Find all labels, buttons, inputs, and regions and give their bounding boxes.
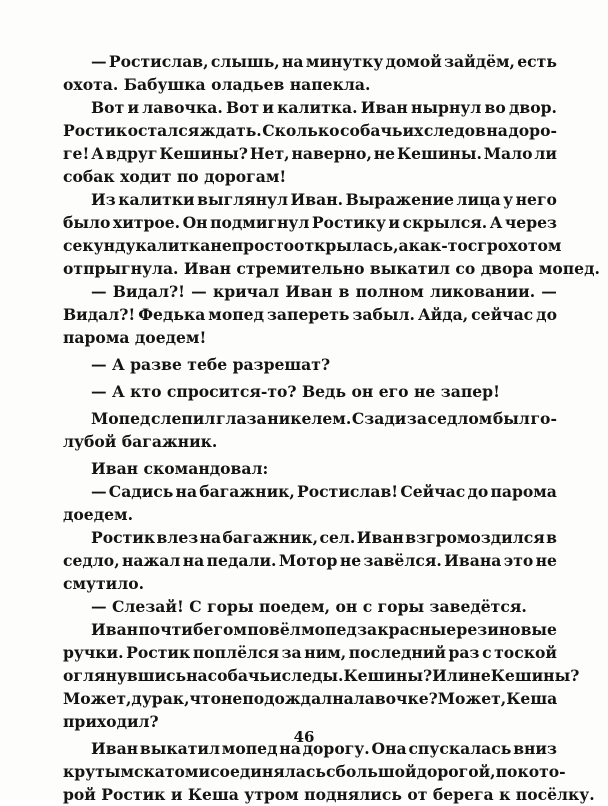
word: красные (377, 620, 457, 639)
word: Мотор (278, 551, 338, 570)
word: слышь, (210, 52, 280, 71)
word: Вот (225, 98, 260, 117)
word: Он (182, 213, 208, 232)
word: крутым (63, 762, 134, 781)
word: остался (127, 121, 200, 140)
word: го- (530, 409, 557, 428)
word: запереть (266, 305, 350, 324)
word: мопед (208, 305, 264, 324)
word: на (199, 528, 222, 547)
word: забыл. (352, 305, 415, 324)
word: подождал (242, 689, 333, 708)
word: открылась, (294, 236, 399, 255)
word: Из (91, 190, 116, 209)
word: ли (534, 144, 557, 163)
word: наверно, (291, 144, 372, 163)
word: дурак, (131, 689, 190, 708)
text-line: лубой багажник. (63, 432, 218, 451)
word: было (63, 213, 111, 232)
word: что (189, 689, 221, 708)
text-line (63, 664, 580, 687)
word: спускалась (408, 739, 512, 758)
word: не (373, 144, 396, 163)
word: А (489, 213, 503, 232)
word: Видал?! (63, 305, 136, 324)
word: по (495, 762, 518, 781)
word: калитки (118, 190, 195, 209)
word: мопед (221, 739, 278, 758)
word: не (339, 551, 362, 570)
word: хитрое. (112, 213, 181, 232)
text-line (63, 687, 557, 710)
text-line (63, 618, 557, 641)
word: кото- (517, 762, 566, 781)
text-line (63, 188, 557, 211)
page-number: 46 (293, 728, 315, 746)
word: Айда, (417, 305, 469, 324)
word: Иван (285, 282, 333, 301)
word: Иван (356, 528, 404, 547)
word: поплёлся (192, 643, 279, 662)
word: до (467, 482, 489, 501)
word: Или (432, 666, 470, 685)
word: Федька (138, 305, 206, 324)
word: на (279, 739, 301, 758)
text-line: — А кто спросится-то? Ведь он его не запер! (91, 382, 500, 401)
text-line (63, 234, 562, 257)
word: оглянувшись (63, 666, 187, 685)
word: повёл (247, 620, 301, 639)
text-line (63, 50, 557, 73)
word: влез (156, 528, 199, 547)
word: через (504, 213, 557, 232)
word: Кешины. (396, 144, 482, 163)
word: Сейчас (400, 482, 466, 501)
word: педали. (206, 551, 277, 570)
word: на (175, 482, 198, 501)
word: как-то (408, 236, 468, 255)
word: — (91, 282, 107, 301)
word: сел. (319, 528, 356, 547)
word: и (262, 98, 274, 117)
word: Иван. (290, 190, 344, 209)
word: Выражение (345, 190, 454, 209)
word: калитка (135, 236, 211, 255)
word: никелем. (267, 409, 352, 428)
word: седло, (63, 551, 120, 570)
word: скрылся. (402, 213, 488, 232)
text-line (63, 303, 557, 326)
word: Ростислав, (108, 52, 209, 71)
word: дорогу. (302, 739, 370, 758)
word: Видал?! (112, 282, 185, 301)
text-line: смутило. (63, 574, 145, 593)
word: у (503, 190, 514, 209)
word: просто (231, 236, 295, 255)
word: двор. (508, 98, 557, 117)
word: следы. (281, 666, 344, 685)
text-line (63, 96, 557, 119)
word: Мопед (91, 409, 151, 428)
word: в (338, 282, 350, 301)
word: и (198, 762, 211, 781)
text-line (63, 480, 557, 503)
word: во (484, 98, 506, 117)
word: ге! (63, 144, 90, 163)
word: А (91, 144, 104, 163)
word: него (515, 190, 557, 209)
word: лавочке? (353, 689, 438, 708)
text-line (63, 142, 557, 165)
word: седлом (427, 409, 493, 428)
word: кричал (212, 282, 280, 301)
word: — (191, 282, 207, 301)
word: ждать. (199, 121, 262, 140)
word: не (535, 551, 557, 570)
word: на (332, 689, 354, 708)
word: Кешины? (490, 666, 580, 685)
word: выкатил (139, 739, 220, 758)
word: калитка. (277, 98, 358, 117)
word: парома (490, 482, 557, 501)
body-text (63, 50, 600, 806)
word: ликовании. (429, 282, 536, 301)
text-line: — Слезай! С горы поедем, он с горы заведётся. (91, 597, 527, 616)
word: собачьих (340, 121, 424, 140)
word: — (91, 482, 107, 501)
word: ним, (304, 643, 347, 662)
word: с (467, 236, 478, 255)
word: Иван (91, 620, 139, 639)
text-line: — А разве тебе разрешат? (91, 355, 331, 374)
word: на (486, 121, 508, 140)
word: большой (335, 762, 417, 781)
word: тоской (494, 643, 557, 662)
word: Может, (437, 689, 507, 708)
word: не (220, 689, 243, 708)
word: скатом (134, 762, 199, 781)
word: Иван (360, 98, 408, 117)
word: с (325, 762, 336, 781)
word: — (91, 52, 107, 71)
text-line: парома доедем! (63, 328, 207, 347)
word: следов (423, 121, 486, 140)
word: вниз (513, 739, 557, 758)
word: за (281, 643, 302, 662)
word: грохотом (477, 236, 562, 255)
word: и (127, 98, 140, 117)
word: Ростик (63, 121, 128, 140)
word: секунду (63, 236, 136, 255)
word: Ростислав! (297, 482, 399, 501)
word: был (492, 409, 530, 428)
text-line: отпрыгнула. Иван стремительно выкатил со двора мопед. (63, 259, 600, 278)
word: Ростик (91, 528, 156, 547)
word: — (541, 282, 557, 301)
word: с (482, 643, 492, 662)
text-line (63, 119, 557, 142)
word: Сколько (262, 121, 340, 140)
word: Кешины? (343, 666, 433, 685)
text-line: рой Ростик и Кеша утром поднялись от берега к посёлку. (63, 785, 595, 804)
word: на (186, 666, 208, 685)
word: сейчас (471, 305, 534, 324)
word: мопед (301, 620, 357, 639)
word: на (282, 52, 304, 71)
word: полном (355, 282, 424, 301)
text-line (63, 211, 557, 234)
word: Ростику (311, 213, 386, 232)
word: Кеша (506, 689, 558, 708)
word: вдруг (105, 144, 158, 163)
word: почти (138, 620, 193, 639)
text-line: приходил? (63, 712, 159, 731)
text-line (63, 280, 557, 303)
word: в (546, 528, 557, 547)
word: Нет, (249, 144, 290, 163)
text-line (63, 407, 557, 430)
text-line (63, 641, 557, 664)
word: до (536, 305, 557, 324)
word: подмигнул (210, 213, 310, 232)
word: нажал (122, 551, 181, 570)
word: на (182, 551, 205, 570)
word: глаза (215, 409, 267, 428)
word: выглянул (197, 190, 289, 209)
word: за (406, 409, 427, 428)
word: за (357, 620, 378, 639)
word: Иван (91, 739, 139, 758)
word: лавочка. (142, 98, 223, 117)
text-line: Иван скомандовал: (91, 459, 269, 478)
word: последний (348, 643, 446, 662)
text-line (63, 760, 566, 783)
word: ручки. (63, 643, 124, 662)
word: лица (456, 190, 501, 209)
word: Кешины? (159, 144, 248, 163)
word: Ивана (444, 551, 502, 570)
word: домой (385, 52, 442, 71)
word: завёлся. (363, 551, 442, 570)
word: а (398, 236, 409, 255)
word: Мало (483, 144, 533, 163)
text-line (63, 526, 557, 549)
word: соединялась (210, 762, 326, 781)
word: не (210, 236, 232, 255)
text-line: доедем. (63, 505, 134, 524)
word: и (388, 213, 400, 232)
word: Она (371, 739, 407, 758)
word: дорогой, (416, 762, 496, 781)
text-line: собак ходит по дорогам! (63, 167, 287, 186)
word: не (469, 666, 491, 685)
word: нырнул (411, 98, 482, 117)
text-line (63, 549, 557, 572)
word: слепил (150, 409, 216, 428)
word: Может, (63, 689, 132, 708)
word: взгромоздился (405, 528, 545, 547)
word: зайдём, (444, 52, 515, 71)
word: Сзади (351, 409, 407, 428)
word: Ростик (126, 643, 191, 662)
word: багажник, (199, 482, 295, 501)
word: резиновые (456, 620, 557, 639)
word: минутку (305, 52, 384, 71)
word: Садись (108, 482, 174, 501)
text-line: охота. Бабушка оладьев напекла. (63, 75, 371, 94)
word: багажник, (222, 528, 319, 547)
word: это (503, 551, 534, 570)
word: есть (517, 52, 557, 71)
word: собачьи (207, 666, 282, 685)
word: бегом (193, 620, 247, 639)
word: доро- (508, 121, 557, 140)
word: раз (448, 643, 480, 662)
word: Вот (91, 98, 125, 117)
